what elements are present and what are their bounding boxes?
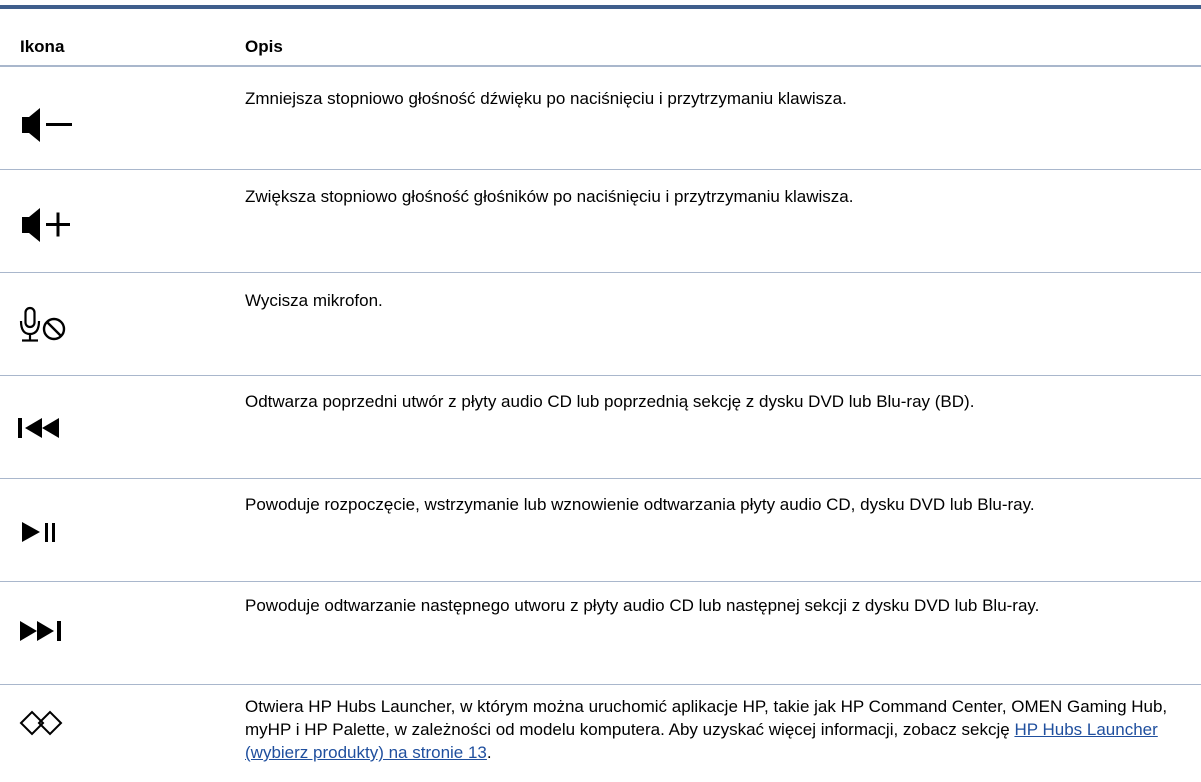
row-description: Odtwarza poprzedni utwór z płyty audio CD lub poprzednią sekcję z dysku DVD lub Blu-ray (BD). [245, 392, 975, 411]
table-row [0, 67, 1201, 170]
volume-up-icon [18, 203, 108, 247]
table-header [0, 9, 1201, 67]
row-description [245, 695, 1185, 764]
table-row [0, 685, 1201, 782]
volume-down-icon [18, 103, 108, 147]
mic-mute-icon [18, 305, 108, 349]
description-end: . [486, 743, 492, 762]
row-description: Wycisza mikrofon. [245, 291, 383, 310]
row-description: Powoduje odtwarzanie następnego utworu z płyty audio CD lub następnej sekcji z dysku DVD lub Blu-ray. [245, 596, 1040, 615]
description-text: Otwiera HP Hubs Launcher, w którym można uruchomić aplikacje HP, takie jak HP Command Center, OMEN Gaming Hub, myHP i HP Palette, w zależności od modelu komputera. Aby uzyskać więcej informacji, zobacz sekcję [245, 697, 1168, 739]
hp-hubs-launcher-icon [18, 703, 108, 747]
row-description: Powoduje rozpoczęcie, wstrzymanie lub wznowienie odtwarzania płyty audio CD, dysku DVD lub Blu-ray. [245, 495, 1035, 514]
table-row [0, 479, 1201, 582]
table-row [0, 376, 1201, 479]
next-track-icon [18, 609, 108, 653]
header-icon-column: Ikona [20, 37, 65, 56]
table-row [0, 273, 1201, 376]
hp-hubs-launcher-link[interactable]: HP Hubs Launcher (wybierz produkty) na stronie 13 [245, 720, 1158, 762]
header-description-column: Opis [245, 37, 283, 56]
table-row [0, 170, 1201, 273]
play-pause-icon [18, 510, 108, 554]
row-description: Zmniejsza stopniowo głośność dźwięku po naciśnięciu i przytrzymaniu klawisza. [245, 89, 847, 108]
previous-track-icon [18, 406, 108, 450]
table-row [0, 582, 1201, 685]
row-description: Zwiększa stopniowo głośność głośników po naciśnięciu i przytrzymaniu klawisza. [245, 187, 854, 206]
